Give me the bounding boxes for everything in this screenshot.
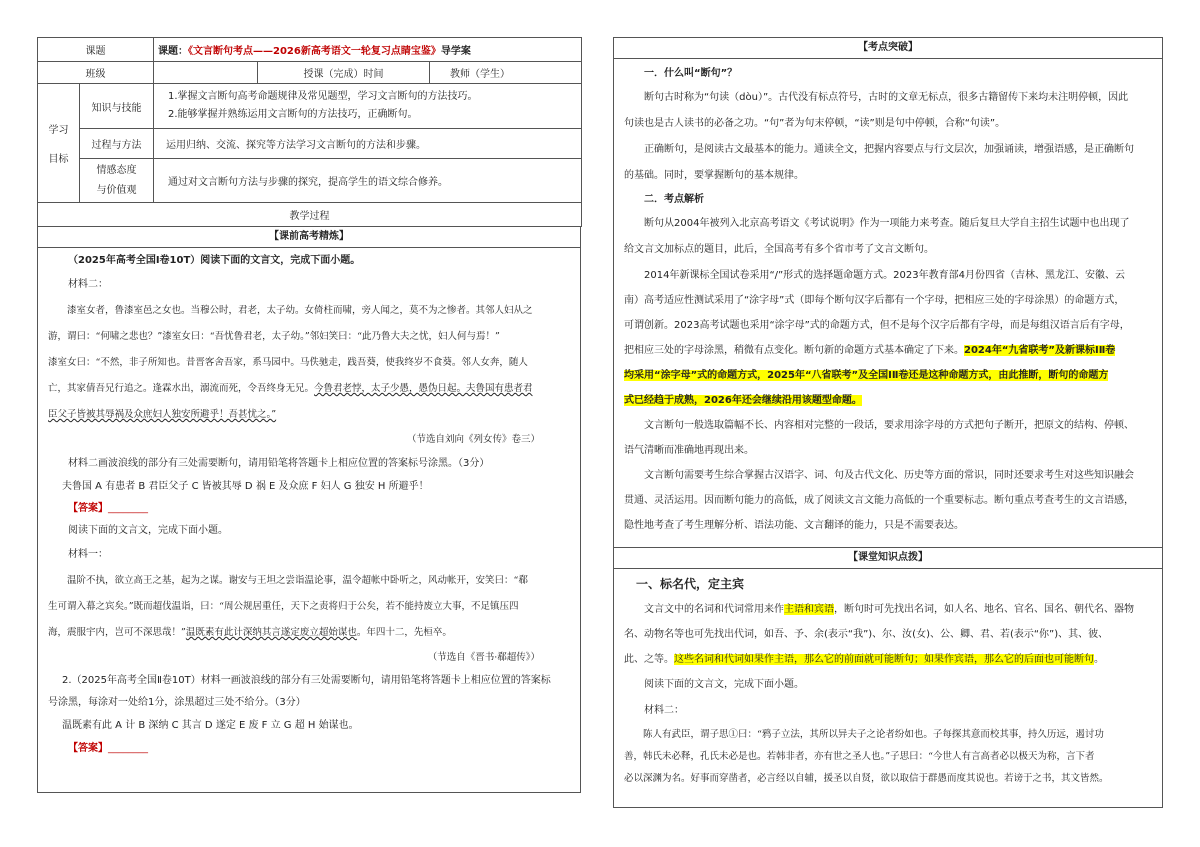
q1-intro: （2025年高考全国Ⅰ卷10T）阅读下面的文言文，完成下面小题。 (68, 255, 361, 266)
material1-source: （节选自《晋书·郗超传》） (427, 652, 540, 663)
section-title-pre-exam: 【课前高考精炼】 (37, 227, 581, 248)
highlight-rule: 这些名词和代词如果作主语，那么它的前面就可能断句；如果作宾语，那么它的后面也可能断句 (674, 654, 1094, 665)
process-title: 教学过程 (38, 203, 582, 227)
time-label: 授课（完成）时间 (258, 62, 430, 84)
material1-text: 温阶不执，欲立高王之基，起为之谋。谢安与王坦之尝诣温论事，温令超帐中卧听之，风动帐开，安笑曰：“郗 生可谓入幕之宾矣。”既而超伐温诣，曰：“周公规居重任，天下之责将归于公矣，若不能持废立大事，不足镇压四 海，震服宇内，岂可不深思哉！”温既素有此计深纳其言遂定废立超始谋也。年四十二，先桓卒。 (48, 575, 528, 638)
lesson-title: 课题：《文言断句考点——2026新高考语文一轮复习点睛宝鉴》导学案 (154, 38, 582, 62)
material2-text: 漆室女者，鲁漆室邑之女也。当穆公时，君老，太子幼。女倚柱而啸，旁人闻之，莫不为之惨者。其邻人妇从之 游，谓曰：“何啸之悲也？”漆室女曰：“吾忧鲁君老，太子幼。”邻妇笑曰：“此乃鲁大夫之忧，妇人何与焉！” 漆室女曰：“不然，非子所知也。昔晋客舍吾家，系马园中。马佚驰走，践吾葵，使我终岁不食葵。邻人女奔，随人 亡，其家倩吾兄行追之。逢霖水出，溺流而死，令吾终身无兄。今鲁君老悖，太子少愚，愚伪日起。夫鲁国有患者君 臣父子皆被其辱祸及众庶妇人独安所避乎！吾甚忧之。” (48, 305, 533, 420)
q1-options: 夫鲁国 A 有患者 B 君臣父子 C 皆被其辱 D 祸 E 及众庶 F 妇人 G 独安 H 所避乎！ (62, 481, 429, 492)
highlight-2024: 2024年“九省联考”及新课标ⅠⅡ卷 (964, 345, 1116, 356)
k1-read: 阅读下面的文言文，完成下面小题。 (644, 679, 804, 690)
answer-1: 【答案】________ (68, 503, 148, 514)
pre-exam-content (37, 248, 581, 793)
section-title-breakthrough: 【考点突破】 (613, 37, 1163, 59)
material1-label: 材料一： (68, 549, 108, 560)
section-title-knowledge: 【课堂知识点拨】 (613, 548, 1163, 569)
answer-2: 【答案】________ (68, 743, 148, 754)
goal-row-label: 情感态度 与价值观 (80, 159, 154, 203)
s2-paragraph-2: 2014年新课标全国试卷采用“/”形式的选择题命题方式。2023年教育部4月份四省（吉林、黑龙江、安徽、云 南）高考适应性测试采用了“涂字母”式（即每个断句汉字后都有一个字母，把相应三处的字母涂黑）的命题方式， 可谓创新。2023高考试题也采用“涂字母”式的命题方式，但不是每个汉字后都有字母，而是每组汉语言后有字母， 把相应三处的字母涂黑，稍微有点变化。断句新的命题方式基本确定了下来。2024年“九省联考”及新课标ⅠⅡ卷 均采用“涂字母”式的命题方式，2025年“八省联考”及全国ⅠⅡ卷还是这种命题方式，由此推断，断句的命题方 式已经趋于成熟，2026年还会继续沿用该题型命题。 (624, 270, 1130, 406)
goal-row-content: 1.掌握文言断句高考命题规律及常见题型，学习文言断句的方法技巧。 2.能够掌握并熟练运用文言断句的方法技巧，正确断句。 (154, 84, 582, 129)
k1-paragraph: 文言文中的名词和代词常用来作主语和宾语，断句时可先找出名词，如人名、地名、官名、国名、朝代名、器物 名、动物名等也可先找出代词，如吾、予、余(表示“我”)、尔、汝(女)、公、卿、君、若(表示“你”)、其、彼、 此、之等。这些名词和代词如果作主语，那么它的前面就可能断句；如果作宾语，那么它的后面也可能断句。 (624, 604, 1134, 665)
goal-row-label: 知识与技能 (80, 84, 154, 129)
material2-wavy: 今鲁君老悖，太子少愚，愚伪日起。夫鲁国有患者君 (314, 383, 533, 394)
lesson-header-table (37, 37, 582, 227)
material2-source: （节选自刘向《列女传》卷三） (406, 434, 540, 445)
course-label: 课题 (38, 38, 154, 62)
s2-paragraph-3: 文言断句一般选取篇幅不长、内容相对完整的一段话，要求用涂字母的方式把句子断开，把原文的结构、停顿、 语气清晰而准确地再现出来。 (624, 420, 1134, 456)
goal-row-content: 运用归纳、交流、探究等方法学习文言断句的方法和步骤。 (154, 129, 582, 159)
q2-task: 2.（2025年高考全国Ⅱ卷10T）材料一画波浪线的部分有三处需要断句，请用铅笔将答题卡上相应位置的答案标 号涂黑，每涂对一处给1分，涂黑超过三处不给分。（3分） (48, 675, 551, 708)
read-again: 阅读下面的文言文，完成下面小题。 (68, 525, 228, 536)
right-page (613, 37, 1163, 803)
s2-heading: 二．考点解析 (644, 194, 704, 205)
goals-label: 学习 目标 (38, 84, 80, 203)
k1-material-label: 材料二： (644, 705, 684, 716)
left-page (37, 37, 581, 803)
k1-heading: 一、标名代，定主宾 (636, 577, 745, 591)
goal-row-content: 通过对文言断句方法与步骤的探究，提高学生的语文综合修养。 (154, 159, 582, 203)
teacher-label: 教师（学生） (430, 62, 582, 84)
knowledge-content (613, 569, 1163, 808)
class-label: 班级 (38, 62, 154, 84)
q1-task: 材料二画波浪线的部分有三处需要断句，请用铅笔将答题卡上相应位置的答案标号涂黑。（3分） (68, 458, 490, 469)
s2-paragraph-1: 断句从2004年被列入北京高考语文《考试说明》作为一项能力来考查。随后复旦大学自主招生试题中也出现了 给文言文加标点的题目，此后，全国高考有多个省市考了文言文断句。 (624, 218, 1130, 255)
breakthrough-content (613, 59, 1163, 548)
k1-material-text: 陈人有武臣，谓子思①曰：“鸦子立法，其所以异夫子之论者纷如也。子每探其意而校其事，持久历远，遏讨功 善，韩氏未必释，孔氏未必是也。若韩非者，亦有世之圣人也。”子思曰：“今世人有言高者必以极天为称，言下者 必以深渊为名。好事而穿凿者，必言经以自辅，援圣以自贤，欲以取信于群愚而度其说也。若谤于之书，其文皆然。 (624, 729, 1109, 784)
material1-wavy: 温既素有此计深纳其言遂定废立超始谋也 (185, 627, 357, 638)
material2-label: 材料二： (68, 279, 108, 290)
s1-paragraph-1: 断句古时称为“句读（dòu）”。古代没有标点符号，古时的文章无标点，很多古籍留传下来均未注明停顿，因此 句读也是古人读书的必备之功。“句”者为句末停顿，“读”则是句中停顿，合称“句读”。 (624, 92, 1129, 129)
goal-row-label: 过程与方法 (80, 129, 154, 159)
q2-options: 温既素有此 A 计 B 深纳 C 其言 D 遂定 E 废 F 立 G 超 H 始谋也。 (62, 720, 359, 731)
class-value (154, 62, 258, 84)
s1-paragraph-2: 正确断句，是阅读古文最基本的能力。通读全文，把握内容要点与行文层次，加强诵读，增强语感，是正确断句 的基础。同时，要掌握断句的基本规律。 (624, 144, 1134, 181)
s2-paragraph-4: 文言断句需要考生综合掌握古汉语字、词、句及古代文化、历史等方面的常识，同时还要求考生对这些知识融会 贯通、灵活运用。因而断句能力的高低，成了阅读文言文能力高低的一个重要标志。断句重点考查考生的文言语感， 隐性地考查了考生理解分析、语法功能、文言翻译的能力，只是不需要表达。 (624, 470, 1134, 531)
s1-heading: 一．什么叫“断句”？ (644, 68, 738, 79)
